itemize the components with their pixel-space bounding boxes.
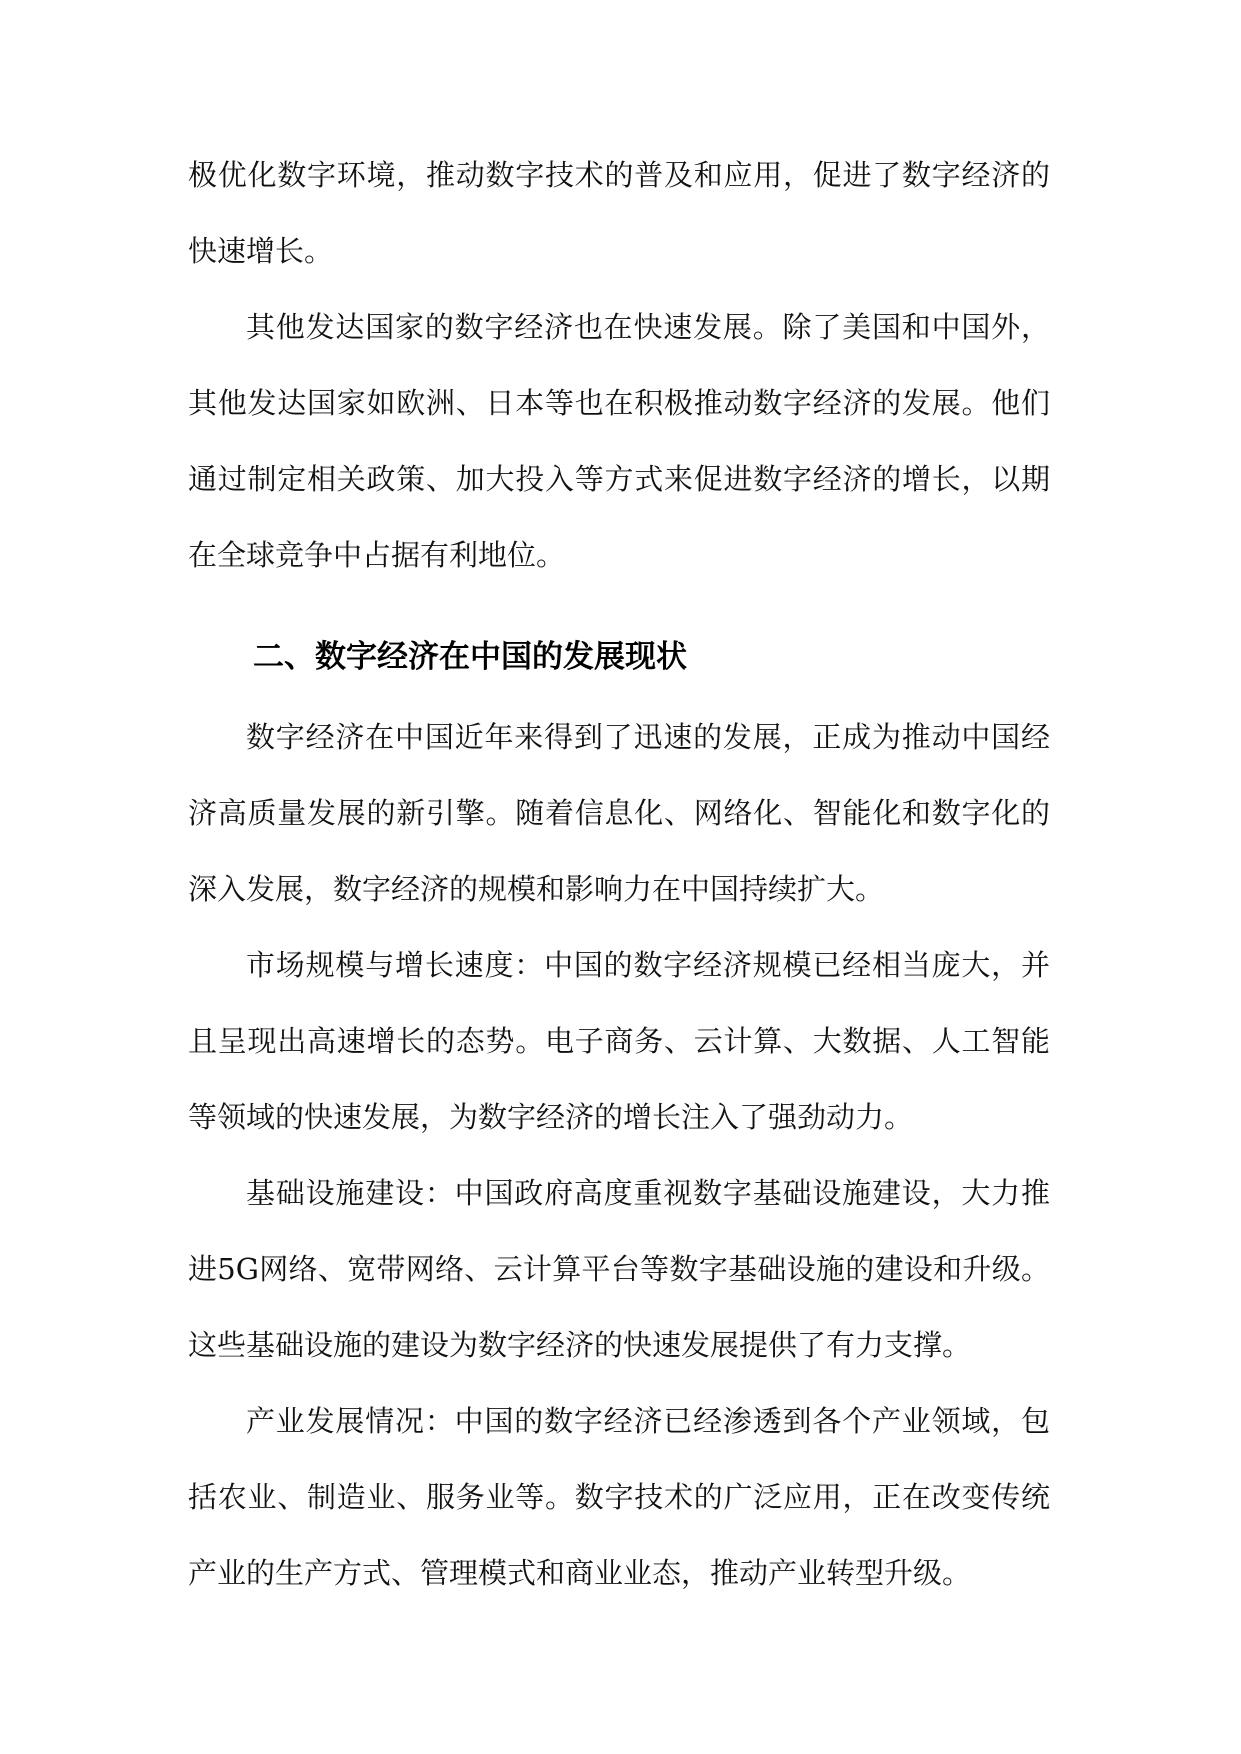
paragraph-market-scale: 市场规模与增长速度：中国的数字经济规模已经相当庞大，并且呈现出高速增长的态势。电子商务、云计算、大数据、人工智能等领域的快速发展，为数字经济的增长注入了强劲动力。 xyxy=(188,948,1050,1134)
section-heading: 二、数字经济在中国的发展现状 xyxy=(253,639,687,675)
paragraph-infrastructure: 基础设施建设：中国政府高度重视数字基础设施建设，大力推进5G网络、宽带网络、云计算平台等数字基础设施的建设和升级。这些基础设施的建设为数字经济的快速发展提供了有力支撑。 xyxy=(188,1176,1050,1362)
paragraph-other-developed-countries: 其他发达国家的数字经济也在快速发展。除了美国和中国外，其他发达国家如欧洲、日本等也在积极推动数字经济的发展。他们通过制定相关政策、加大投入等方式来促进数字经济的增长，以期在全球竞争中占据有利地位。 xyxy=(188,310,1050,572)
paragraph-continued: 极优化数字环境，推动数字技术的普及和应用，促进了数字经济的快速增长。 xyxy=(188,158,1050,268)
document-body xyxy=(188,137,1050,1611)
paragraph-china-overview: 数字经济在中国近年来得到了迅速的发展，正成为推动中国经济高质量发展的新引擎。随着信息化、网络化、智能化和数字化的深入发展，数字经济的规模和影响力在中国持续扩大。 xyxy=(188,720,1050,906)
paragraph-industry-development: 产业发展情况：中国的数字经济已经渗透到各个产业领域，包括农业、制造业、服务业等。数字技术的广泛应用，正在改变传统产业的生产方式、管理模式和商业业态，推动产业转型升级。 xyxy=(188,1404,1050,1590)
